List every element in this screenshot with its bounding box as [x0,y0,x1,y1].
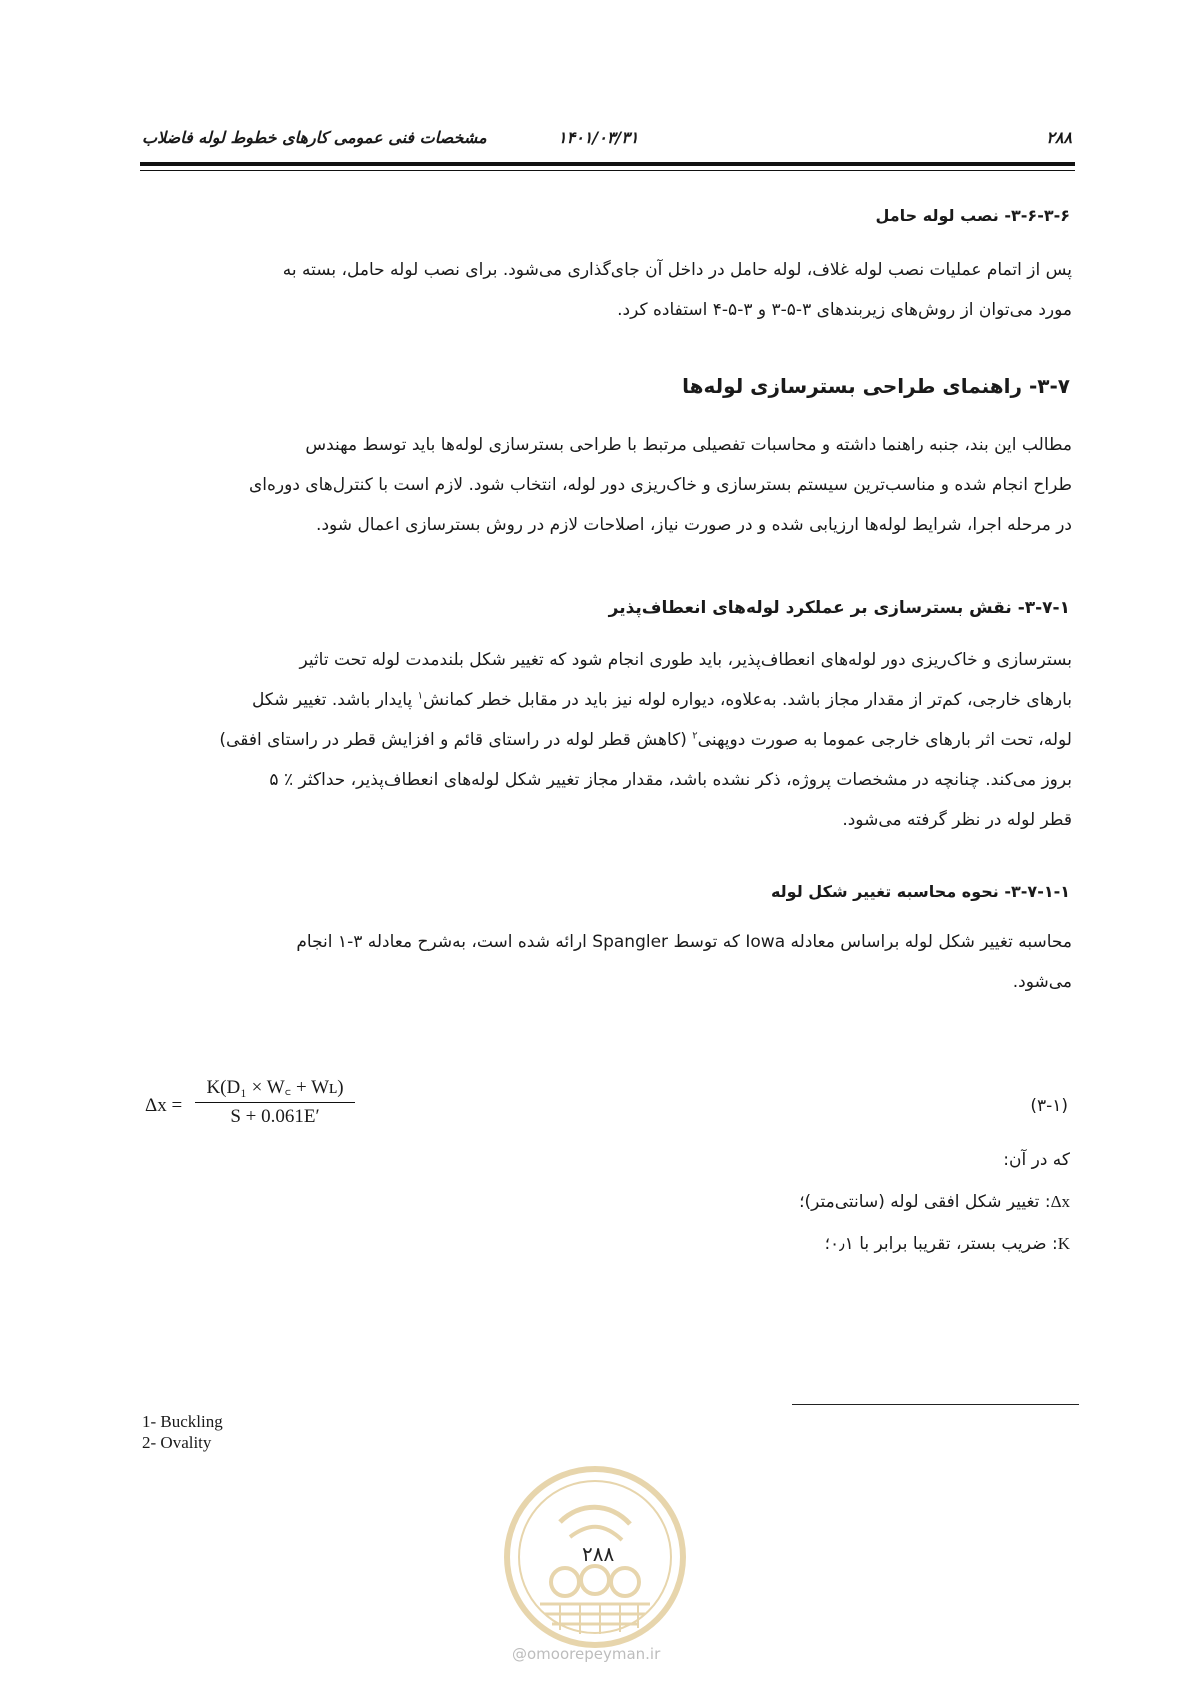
footnote-ref-2: ۲ [692,730,698,742]
header-rule-thick [140,162,1075,166]
paragraph-line: مطالب این بند، جنبه راهنما داشته و محاسبات تفصیلی مرتبط با طراحی بسترسازی لوله‌ها باید توسط مهندس [305,435,1072,455]
symbol-delta-x: Δx [1050,1192,1070,1211]
header-rule-thin [140,170,1075,171]
section-heading-3-7: ۳-۷- راهنمای طراحی بسترسازی لوله‌ها [682,374,1070,398]
footnote-ref-1: ۱ [417,690,423,702]
equation-numerator: K(D₁ × W꜀ + Wʟ) [195,1073,355,1103]
section-heading-3-7-1: ۳-۷-۱- نقش بسترسازی بر عملکرد لوله‌های انعطاف‌پذیر [608,598,1070,618]
paragraph-deflection-calc [140,922,1072,1002]
equation-number: (۳-۱) [1030,1096,1068,1116]
footer-page-number: ۲۸۸ [582,1542,615,1566]
equation-lhs: Δx = [145,1095,183,1116]
text-span: پایدار باشد. تغییر شکل [251,690,418,710]
paragraph-flexible-pipes [140,640,1072,840]
text-span: بارهای خارجی، کم‌تر از مقدار مجاز باشد. به‌علاوه، دیواره لوله نیز باید در مقابل خطر کمانش [423,690,1072,710]
definitions-intro: که در آن: [1003,1150,1070,1170]
header-page-number: ۲۸۸ [1046,128,1072,147]
footnotes [142,1411,223,1453]
footnote-separator [792,1404,1079,1405]
paragraph-line: قطر لوله در نظر گرفته می‌شود. [842,810,1072,830]
section-heading-3-6-3-6: ۳-۶-۳-۶- نصب لوله حامل [875,206,1070,225]
paragraph-line: در مرحله اجرا، شرایط لوله‌ها ارزیابی شده و در صورت نیاز، اصلاحات لازم در روش بسترسازی اعمال شود. [316,515,1072,535]
paragraph-carrier-pipe [140,250,1072,330]
header-date: ۱۴۰۱/۰۳/۳۱ [558,128,639,147]
definition-text: : تغییر شکل افقی لوله (سانتی‌متر)؛ [799,1192,1051,1212]
text-span: (کاهش قطر لوله در راستای قائم و افزایش قطر در راستای افقی) [219,730,693,750]
header-document-title: مشخصات فنی عمومی کارهای خطوط لوله فاضلاب [142,128,487,147]
definition-delta [799,1192,1070,1212]
definition-k [825,1234,1070,1254]
paragraph-line: بروز می‌کند. چنانچه در مشخصات پروژه، ذکر نشده باشد، مقدار مجاز تغییر شکل لوله‌های انعطاف‌پذیر، حداکثر ٪ ۵ [269,770,1072,790]
paragraph-line: مورد می‌توان از روش‌های زیربندهای ۳-۵-۳ و ۳-۵-۴ استفاده کرد. [617,300,1072,320]
definition-text: : ضریب بستر، تقریبا برابر با ۰٫۱؛ [824,1234,1058,1254]
paragraph-line: محاسبه تغییر شکل لوله براساس معادله Iowa که توسط Spangler ارائه شده است، به‌شرح معادله ۳-۱ انجام [296,932,1072,952]
paragraph-bedding-guide [140,425,1072,545]
paragraph-line [140,720,1072,760]
footnote-2: 2- Ovality [142,1433,212,1452]
equation-fraction [195,1073,355,1128]
paragraph-line: می‌شود. [1012,972,1072,992]
equation-denominator: S + 0.061E′ [230,1106,320,1127]
paragraph-line: پس از اتمام عملیات نصب لوله غلاف، لوله حامل در داخل آن جای‌گذاری می‌شود. برای نصب لوله حامل، بسته به [282,260,1072,280]
paragraph-line: طراح انجام شده و مناسب‌ترین سیستم بسترسازی و خاک‌ریزی دور لوله، انتخاب شود. لازم است با کنترل‌های دوره‌ای [248,475,1072,495]
section-heading-3-7-1-1: ۳-۷-۱-۱- نحوه محاسبه تغییر شکل لوله [770,882,1070,901]
paragraph-line [140,680,1072,720]
watermark-url: @omoorepeyman.ir [512,1645,661,1663]
symbol-k: K [1057,1234,1070,1253]
text-span: لوله، تحت اثر بارهای خارجی عموما به صورت دوپهنی [697,730,1072,750]
paragraph-line: بسترسازی و خاک‌ریزی دور لوله‌های انعطاف‌پذیر، باید طوری انجام شود که تغییر شکل بلندمدت لوله تحت تاثیر [299,650,1072,670]
footnote-1: 1- Buckling [142,1412,223,1431]
